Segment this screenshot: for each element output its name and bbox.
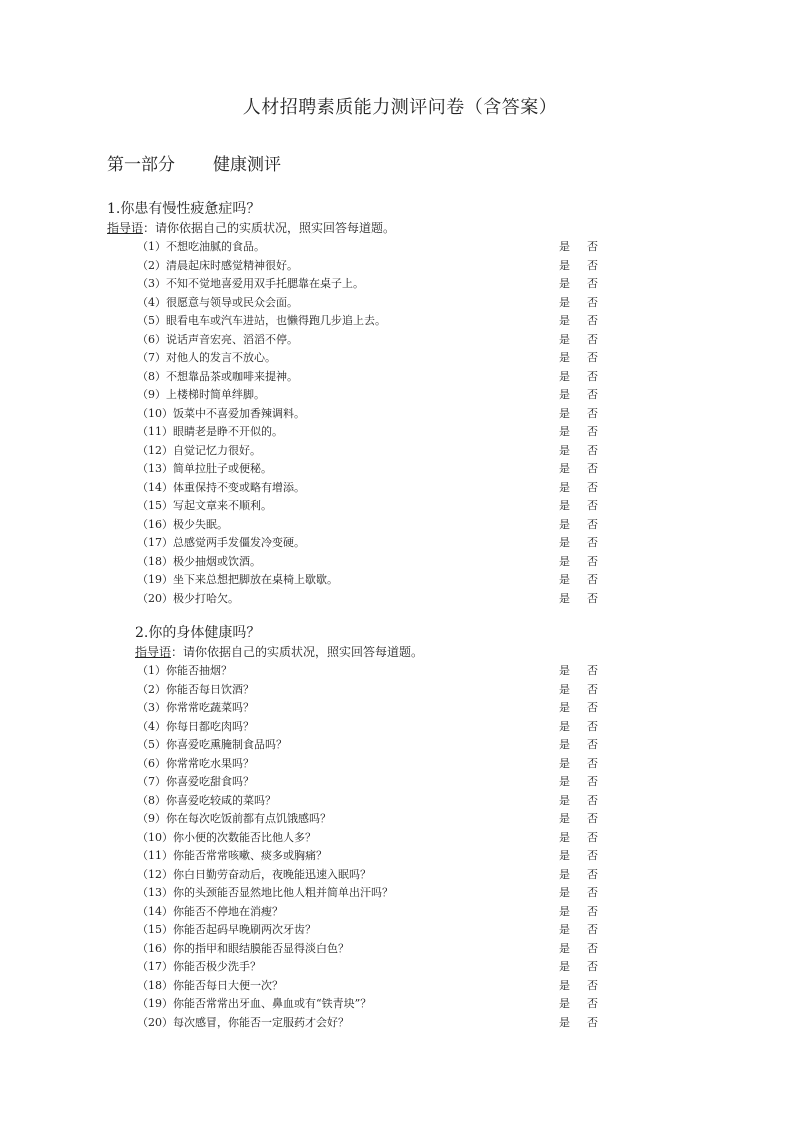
guide-label: 指导语 xyxy=(135,645,172,659)
section-question: 1.你患有慢性疲惫症吗？ xyxy=(107,201,261,217)
question-item xyxy=(107,460,607,479)
answer-yes-option[interactable]: 是 xyxy=(559,1015,570,1029)
answer-no-option[interactable]: 否 xyxy=(587,1015,598,1029)
answer-no-option[interactable]: 否 xyxy=(587,406,598,420)
question-text: （15）写起文章来不顺利。 xyxy=(137,499,272,512)
question-item xyxy=(107,866,607,885)
question-text: （11）眼睛老是睁不开似的。 xyxy=(137,425,283,438)
answer-yes-option[interactable]: 是 xyxy=(559,536,570,549)
answer-yes-option[interactable]: 是 xyxy=(559,462,570,475)
answer-no-option[interactable]: 否 xyxy=(587,664,598,677)
answer-no-option[interactable]: 否 xyxy=(587,443,598,457)
part-heading xyxy=(107,150,281,175)
answer-yes-option[interactable]: 是 xyxy=(559,997,570,1010)
question-text: （14）体重保持不变或略有增添。 xyxy=(137,480,305,494)
question-item xyxy=(107,423,607,442)
answer-yes-option[interactable]: 是 xyxy=(559,775,570,788)
answer-no-option[interactable]: 否 xyxy=(587,849,598,862)
question-text: （18）极少抽烟或饮酒。 xyxy=(137,554,261,568)
question-item xyxy=(107,884,607,903)
answer-no-option[interactable]: 否 xyxy=(587,536,598,549)
question-item xyxy=(107,829,607,848)
question-text: （13）你的头颈能否显然地比他人粗并简单出汗吗？ xyxy=(137,886,393,899)
question-item xyxy=(107,736,607,755)
answer-no-option[interactable]: 否 xyxy=(587,425,598,438)
question-item xyxy=(107,534,607,553)
guide-line xyxy=(107,219,607,238)
question-item xyxy=(107,718,607,737)
document-title: 人材招聘素质能力测评问卷（含答案） xyxy=(242,97,558,118)
guide-text: ：请你依据自己的实质状况，照实回答每道题。 xyxy=(171,645,424,659)
question-item xyxy=(107,958,607,977)
question-item xyxy=(107,903,607,922)
part-name: 健康测评 xyxy=(213,155,281,175)
question-item xyxy=(107,257,607,276)
answer-no-option[interactable]: 否 xyxy=(587,904,598,918)
question-text: （7）对他人的发言不放心。 xyxy=(137,351,276,364)
question-text: （10）你小便的次数能否比他人多？ xyxy=(137,830,316,844)
question-item xyxy=(107,699,607,718)
question-list xyxy=(107,662,607,1032)
answer-yes-option[interactable]: 是 xyxy=(559,756,570,770)
question-text: （17）总感觉两手发僵发冷变硬。 xyxy=(137,536,305,549)
answer-no-option[interactable]: 否 xyxy=(587,997,598,1010)
question-text: （6）你常常吃水果吗？ xyxy=(137,756,254,770)
question-text: （13）简单拉肚子或便秘。 xyxy=(137,462,272,475)
question-text: （5）你喜爱吃熏腌制食品吗？ xyxy=(137,738,287,751)
answer-yes-option[interactable]: 是 xyxy=(559,332,570,346)
question-item xyxy=(107,368,607,387)
question-text: （18）你能否每日大便一次？ xyxy=(137,978,283,992)
question-item xyxy=(107,995,607,1014)
question-text: （15）你能否起码早晚刷两次牙齿？ xyxy=(137,923,316,936)
answer-yes-option[interactable]: 是 xyxy=(559,295,570,309)
guide-label: 指导语 xyxy=(107,221,144,235)
answer-yes-option[interactable]: 是 xyxy=(559,573,570,586)
answer-no-option[interactable]: 否 xyxy=(587,978,598,992)
answer-no-option[interactable]: 否 xyxy=(587,756,598,770)
answer-yes-option[interactable]: 是 xyxy=(559,406,570,420)
answer-no-option[interactable]: 否 xyxy=(587,812,598,825)
answer-yes-option[interactable]: 是 xyxy=(559,258,570,272)
question-text: （19）坐下来总想把脚放在桌椅上歇歇。 xyxy=(137,573,338,586)
answer-yes-option[interactable]: 是 xyxy=(559,240,570,253)
question-item xyxy=(107,349,607,368)
answer-yes-option[interactable]: 是 xyxy=(559,886,570,899)
question-text: （3）你常常吃蔬菜吗？ xyxy=(137,701,254,714)
answer-yes-option[interactable]: 是 xyxy=(559,554,570,568)
answer-yes-option[interactable]: 是 xyxy=(559,719,570,733)
answer-no-option[interactable]: 否 xyxy=(587,775,598,788)
answer-no-option[interactable]: 否 xyxy=(587,867,598,881)
answer-no-option[interactable]: 否 xyxy=(587,258,598,272)
answer-yes-option[interactable]: 是 xyxy=(559,443,570,457)
answer-yes-option[interactable]: 是 xyxy=(559,664,570,677)
question-text: （20）每次感冒，你能否一定服药才会好？ xyxy=(137,1015,349,1029)
question-item xyxy=(107,331,607,350)
question-text: （16）极少失眠。 xyxy=(137,517,228,531)
question-item xyxy=(107,977,607,996)
answer-no-option[interactable]: 否 xyxy=(587,369,598,383)
question-item xyxy=(107,847,607,866)
question-text: （3）不知不觉地喜爱用双手托腮靠在桌子上。 xyxy=(137,277,364,290)
question-item xyxy=(107,940,607,959)
question-text: （7）你喜爱吃甜食吗？ xyxy=(137,775,254,788)
question-text: （10）饭菜中不喜爱加香辣调料。 xyxy=(137,406,305,420)
question-item xyxy=(107,755,607,774)
answer-no-option[interactable]: 否 xyxy=(587,462,598,475)
answer-yes-option[interactable]: 是 xyxy=(559,591,570,605)
question-text: （9）上楼梯时简单绊脚。 xyxy=(137,388,265,401)
answer-yes-option[interactable]: 是 xyxy=(559,812,570,825)
question-item xyxy=(107,590,607,609)
answer-yes-option[interactable]: 是 xyxy=(559,425,570,438)
question-text: （4）很愿意与领导或民众会面。 xyxy=(137,295,298,309)
question-text: （17）你能否极少洗手？ xyxy=(137,960,261,973)
question-text: （8）不想靠品茶或咖啡来提神。 xyxy=(137,369,298,383)
answer-yes-option[interactable]: 是 xyxy=(559,701,570,714)
question-text: （9）你在每次吃饭前都有点饥饿感吗？ xyxy=(137,812,331,825)
question-text: （14）你能否不停地在消瘦？ xyxy=(137,904,283,918)
question-item xyxy=(107,792,607,811)
question-text: （11）你能否常常咳嗽、痰多或胸痛？ xyxy=(137,849,327,862)
question-item xyxy=(107,516,607,535)
question-text: （12）你白日勤劳奋动后，夜晚能迅速入眠吗？ xyxy=(137,867,371,881)
question-text: （5）眼看电车或汽车进站，也懒得跑几步追上去。 xyxy=(137,314,386,327)
question-item xyxy=(107,479,607,498)
answer-yes-option[interactable]: 是 xyxy=(559,738,570,751)
answer-yes-option[interactable]: 是 xyxy=(559,923,570,936)
answer-yes-option[interactable]: 是 xyxy=(559,941,570,955)
answer-yes-option[interactable]: 是 xyxy=(559,904,570,918)
answer-yes-option[interactable]: 是 xyxy=(559,849,570,862)
question-item xyxy=(107,1014,607,1033)
answer-yes-option[interactable]: 是 xyxy=(559,867,570,881)
answer-yes-option[interactable]: 是 xyxy=(559,960,570,973)
question-text: （2）清晨起床时感觉精神很好。 xyxy=(137,258,298,272)
question-item xyxy=(107,810,607,829)
answer-no-option[interactable]: 否 xyxy=(587,295,598,309)
question-item xyxy=(107,773,607,792)
answer-no-option[interactable]: 否 xyxy=(587,240,598,253)
question-text: （2）你能否每日饮酒？ xyxy=(137,682,254,696)
answer-no-option[interactable]: 否 xyxy=(587,719,598,733)
answer-yes-option[interactable]: 是 xyxy=(559,369,570,383)
question-text: （6）说话声音宏亮、滔滔不停。 xyxy=(137,332,298,346)
answer-yes-option[interactable]: 是 xyxy=(559,830,570,844)
question-item xyxy=(107,405,607,424)
guide-text: ：请你依据自己的实质状况，照实回答每道题。 xyxy=(143,221,396,235)
answer-no-option[interactable]: 否 xyxy=(587,499,598,512)
question-text: （4）你每日都吃肉吗？ xyxy=(137,719,254,733)
answer-no-option[interactable]: 否 xyxy=(587,388,598,401)
question-text: （8）你喜爱吃较咸的菜吗？ xyxy=(137,793,276,807)
answer-yes-option[interactable]: 是 xyxy=(559,793,570,807)
answer-no-option[interactable]: 否 xyxy=(587,332,598,346)
answer-yes-option[interactable]: 是 xyxy=(559,682,570,696)
question-item xyxy=(107,275,607,294)
question-text: （1）你能否抽烟？ xyxy=(137,664,232,677)
question-item xyxy=(107,571,607,590)
answer-no-option[interactable]: 否 xyxy=(587,682,598,696)
question-item xyxy=(107,921,607,940)
answer-no-option[interactable]: 否 xyxy=(587,480,598,494)
question-text: （20）极少打哈欠。 xyxy=(137,591,239,605)
question-text: （1）不想吃油腻的食品。 xyxy=(137,240,265,253)
part-label: 第一部分 xyxy=(107,155,175,175)
question-item xyxy=(107,442,607,461)
answer-yes-option[interactable]: 是 xyxy=(559,499,570,512)
answer-no-option[interactable]: 否 xyxy=(587,701,598,714)
answer-no-option[interactable]: 否 xyxy=(587,793,598,807)
answer-yes-option[interactable]: 是 xyxy=(559,978,570,992)
answer-no-option[interactable]: 否 xyxy=(587,923,598,936)
question-item xyxy=(107,294,607,313)
answer-no-option[interactable]: 否 xyxy=(587,830,598,844)
section-chronic-fatigue xyxy=(107,200,607,608)
answer-no-option[interactable]: 否 xyxy=(587,941,598,955)
answer-yes-option[interactable]: 是 xyxy=(559,388,570,401)
answer-no-option[interactable]: 否 xyxy=(587,351,598,364)
section-body-health xyxy=(107,624,607,1032)
answer-no-option[interactable]: 否 xyxy=(587,554,598,568)
question-text: （12）自觉记忆力很好。 xyxy=(137,443,261,457)
section-question: 2.你的身体健康吗？ xyxy=(135,625,261,641)
question-item xyxy=(107,553,607,572)
answer-no-option[interactable]: 否 xyxy=(587,960,598,973)
guide-line xyxy=(107,643,607,662)
answer-yes-option[interactable]: 是 xyxy=(559,351,570,364)
question-item xyxy=(107,662,607,681)
question-text: （19）你能否常常出牙血、鼻血或有“铁青块”？ xyxy=(137,997,372,1010)
answer-no-option[interactable]: 否 xyxy=(587,314,598,327)
answer-yes-option[interactable]: 是 xyxy=(559,480,570,494)
answer-yes-option[interactable]: 是 xyxy=(559,277,570,290)
answer-no-option[interactable]: 否 xyxy=(587,277,598,290)
question-item xyxy=(107,312,607,331)
answer-no-option[interactable]: 否 xyxy=(587,517,598,531)
question-item xyxy=(107,238,607,257)
question-list xyxy=(107,238,607,608)
answer-no-option[interactable]: 否 xyxy=(587,573,598,586)
answer-yes-option[interactable]: 是 xyxy=(559,517,570,531)
question-item xyxy=(107,681,607,700)
question-item xyxy=(107,497,607,516)
question-text: （16）你的指甲和眼结膜能否显得淡白色？ xyxy=(137,941,349,955)
answer-no-option[interactable]: 否 xyxy=(587,591,598,605)
answer-no-option[interactable]: 否 xyxy=(587,738,598,751)
answer-no-option[interactable]: 否 xyxy=(587,886,598,899)
answer-yes-option[interactable]: 是 xyxy=(559,314,570,327)
question-item xyxy=(107,386,607,405)
